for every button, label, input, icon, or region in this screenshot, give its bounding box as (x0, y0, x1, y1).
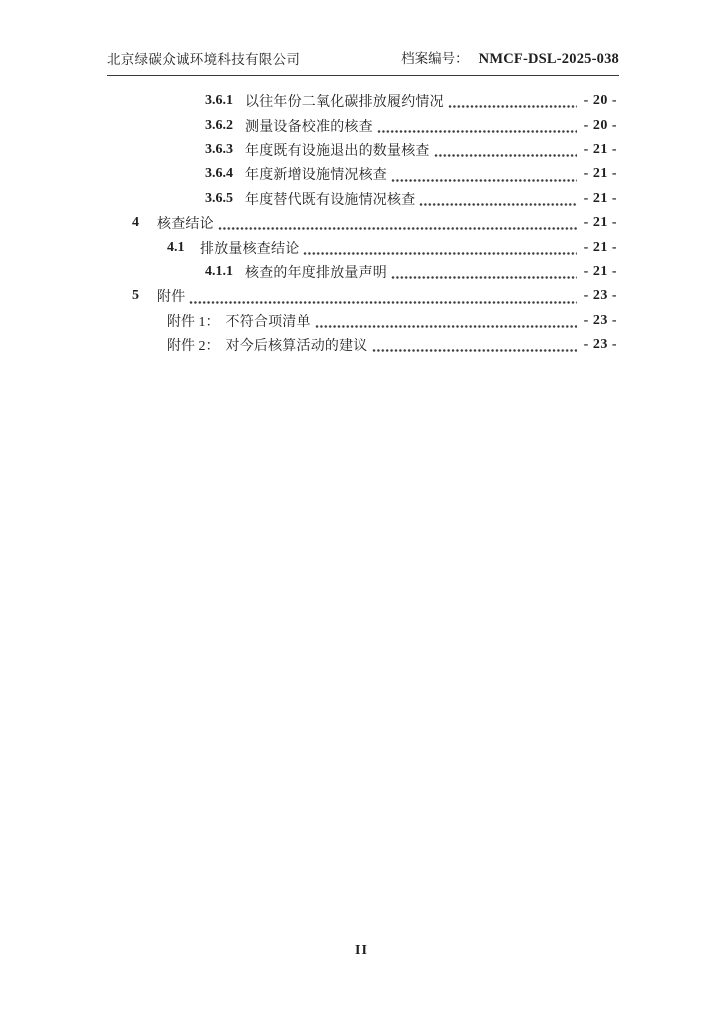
toc-entry-number: 3.6.1 (205, 93, 233, 109)
dot-leader (391, 275, 577, 280)
toc-entry-number: 4 (132, 215, 139, 231)
dot-leader (419, 202, 577, 207)
dot-leader (377, 129, 577, 134)
toc-entry-page: - 23 - (583, 337, 617, 353)
toc-entry-page: - 20 - (583, 117, 617, 133)
page-header (107, 0, 619, 76)
toc-entry-label: 排放量核查结论 (200, 241, 300, 257)
toc-entry-page: - 21 - (583, 190, 617, 206)
toc-entry-label: 对今后核算活动的建议 (225, 339, 368, 355)
toc-entry[interactable] (167, 309, 617, 333)
toc-entry-label: 年度替代既有设施情况核查 (245, 192, 416, 208)
toc-entry-page: - 21 - (583, 263, 617, 279)
toc-entry[interactable] (132, 211, 617, 235)
toc-entry-label: 不符合项清单 (225, 314, 311, 330)
toc-entry[interactable] (205, 113, 617, 137)
page-footer (0, 943, 723, 959)
dot-leader (434, 153, 577, 158)
footer-page-number: II (355, 943, 368, 958)
archive-info (401, 47, 619, 68)
toc-entry-number: 3.6.4 (205, 166, 233, 182)
toc-entry-page: - 21 - (583, 215, 617, 231)
archive-number-value: NMCF-DSL-2025-038 (478, 51, 619, 67)
toc-entry[interactable] (205, 260, 617, 284)
toc-entry-label: 核查的年度排放量声明 (245, 265, 387, 281)
toc-entry-label: 测量设备校准的核查 (245, 119, 373, 135)
dot-leader (372, 348, 578, 353)
toc-entry-page: - 23 - (583, 312, 617, 328)
toc-entry-page: - 21 - (583, 166, 617, 182)
company-name: 北京绿碳众诚环境科技有限公司 (107, 52, 301, 67)
toc-entry[interactable] (167, 333, 617, 357)
toc-entry-number: 4.1 (167, 239, 185, 255)
toc-entry-number: 附件 2： (167, 339, 220, 355)
toc-entry-number: 5 (132, 288, 139, 304)
dot-leader (448, 104, 577, 109)
archive-number-label: 档案编号： (401, 51, 469, 66)
toc-entry[interactable] (205, 187, 617, 211)
dot-leader (189, 300, 577, 305)
toc-entry-page: - 23 - (583, 288, 617, 304)
toc-entry-number: 3.6.5 (205, 190, 233, 206)
toc-entry-number: 3.6.2 (205, 117, 233, 133)
toc-entry-label: 核查结论 (157, 217, 214, 233)
toc-entry-label: 以往年份二氧化碳排放履约情况 (245, 95, 444, 111)
table-of-contents (107, 89, 617, 357)
toc-entry[interactable] (132, 284, 617, 308)
dot-leader (315, 324, 577, 329)
toc-entry-number: 附件 1： (167, 314, 220, 330)
toc-entry[interactable] (205, 162, 617, 186)
dot-leader (303, 251, 577, 256)
toc-entry-label: 附件 (157, 290, 186, 306)
toc-entry-page: - 21 - (583, 141, 617, 157)
toc-entry-number: 3.6.3 (205, 141, 233, 157)
toc-entry-page: - 21 - (583, 239, 617, 255)
toc-entry-label: 年度新增设施情况核查 (245, 168, 387, 184)
toc-entry[interactable] (167, 235, 617, 259)
toc-entry-page: - 20 - (583, 93, 617, 109)
toc-entry-number: 4.1.1 (205, 263, 233, 279)
dot-leader (218, 226, 577, 231)
toc-entry[interactable] (205, 89, 617, 113)
toc-entry[interactable] (205, 138, 617, 162)
toc-entry-label: 年度既有设施退出的数量核查 (245, 143, 430, 159)
dot-leader (391, 178, 577, 183)
